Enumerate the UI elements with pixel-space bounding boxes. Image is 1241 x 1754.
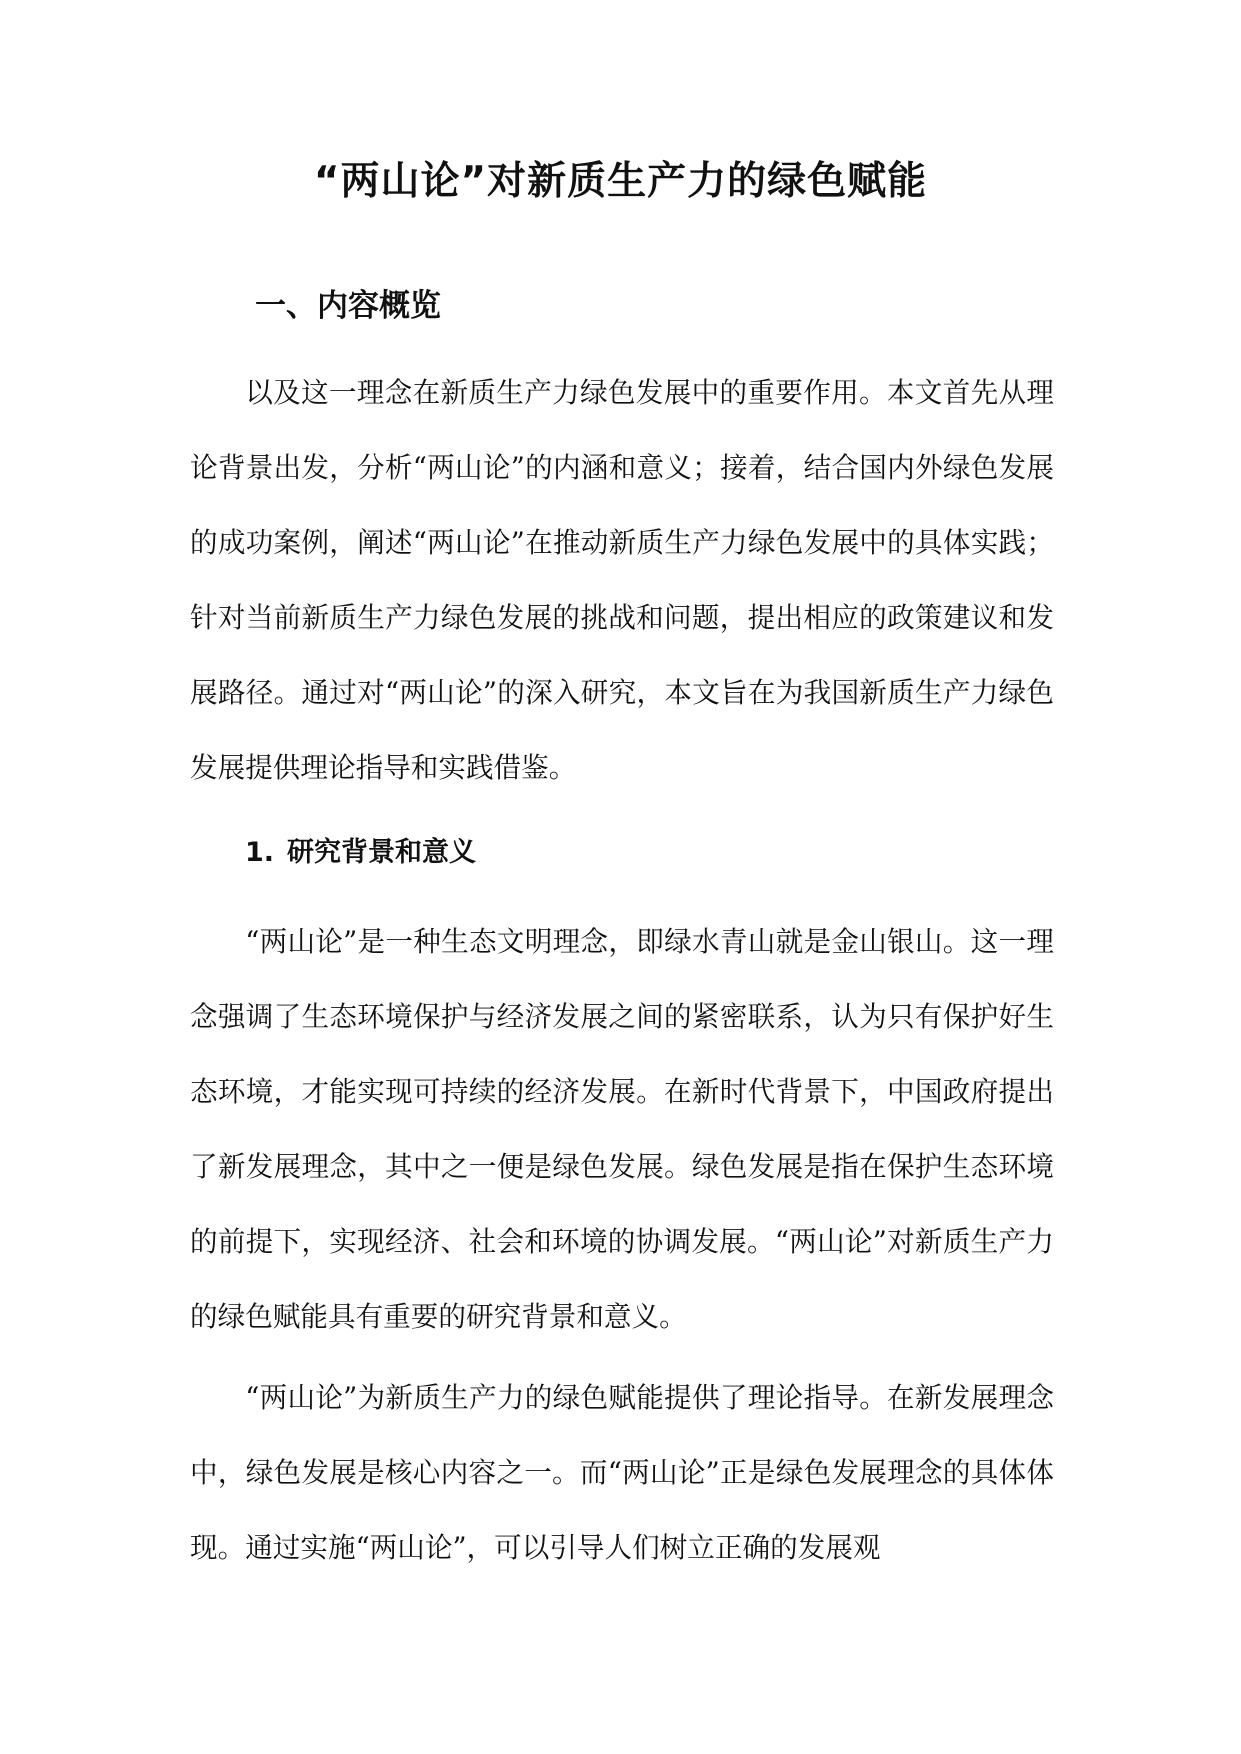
- subsection-heading-background: [245, 830, 476, 869]
- subsection-title: 研究背景和意义: [287, 837, 476, 868]
- background-paragraph-1: “两山论”是一种生态文明理念，即绿水青山就是金山银山。这一理念强调了生态环境保护与经济发展之间的紧密联系，认为只有保护好生态环境，才能实现可持续的经济发展。在新时代背景下，中国政府提出了新发展理念，其中之一便是绿色发展。绿色发展是指在保护生态环境的前提下，实现经济、社会和环境的协调发展。“两山论”对新质生产力的绿色赋能具有重要的研究背景和意义。: [190, 925, 1054, 1333]
- background-paragraph-2: “两山论”为新质生产力的绿色赋能提供了理论指导。在新发展理念中，绿色发展是核心内容之一。而“两山论”正是绿色发展理念的具体体现。通过实施“两山论”，可以引导人们树立正确的发展观: [190, 1381, 1054, 1564]
- overview-paragraph: 以及这一理念在新质生产力绿色发展中的重要作用。本文首先从理论背景出发，分析“两山论”的内涵和意义；接着，结合国内外绿色发展的成功案例，阐述“两山论”在推动新质生产力绿色发展中的具体实践；针对当前新质生产力绿色发展的挑战和问题，提出相应的政策建议和发展路径。通过对“两山论”的深入研究，本文旨在为我国新质生产力绿色发展提供理论指导和实践借鉴。: [190, 376, 1054, 784]
- subsection-number: 1.: [245, 837, 275, 868]
- section-heading-overview: 一、内容概览: [255, 288, 441, 324]
- document-title: “两山论”对新质生产力的绿色赋能: [313, 159, 928, 204]
